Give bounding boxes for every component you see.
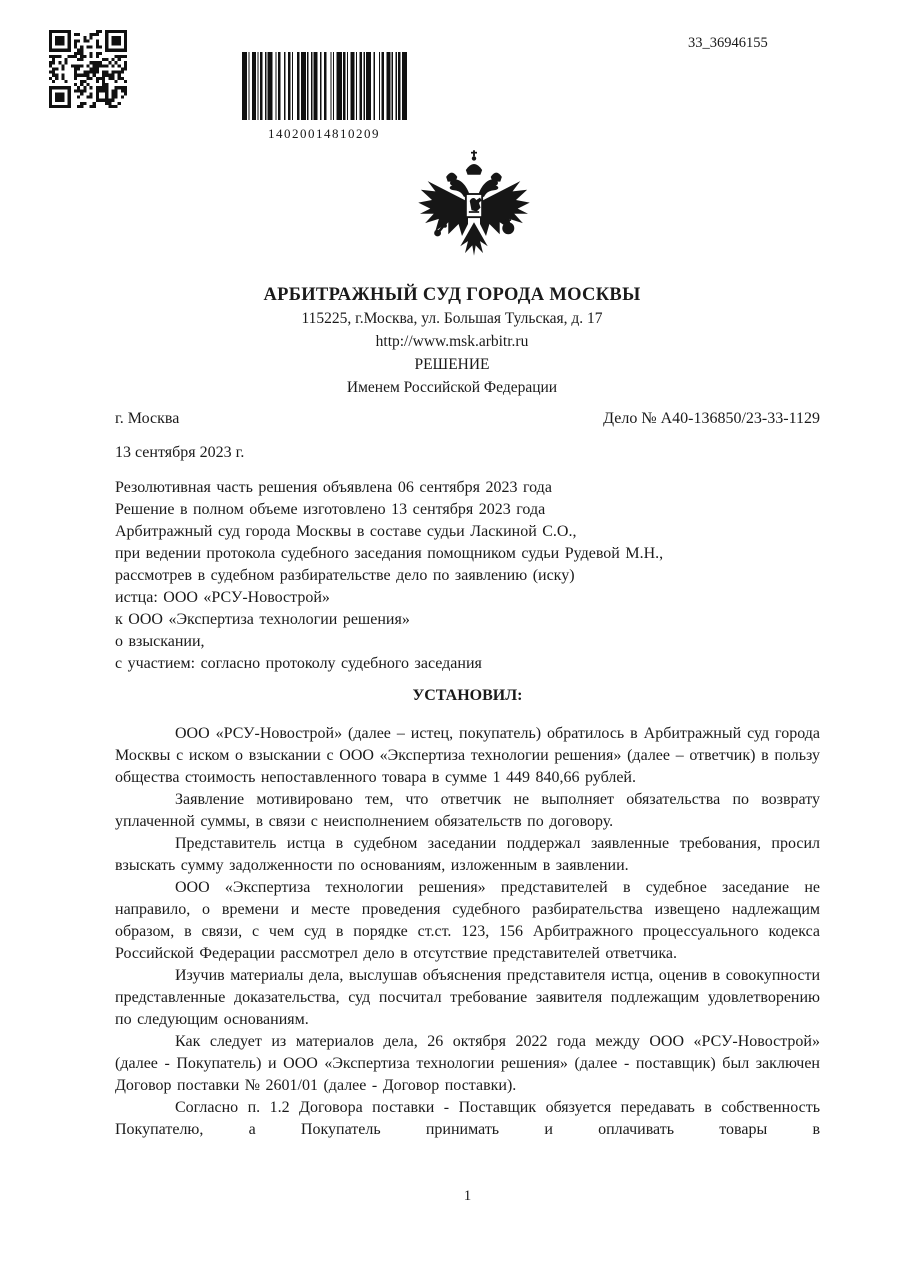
- city-label: г. Москва: [115, 410, 180, 427]
- ruling-paragraph: Изучив материалы дела, выслушав объяснения представителя истца, оценив в совокупности представленные доказательства, суд посчитал требование заявителя подлежащим удовлетворению по следующим основаниям.: [115, 967, 820, 1028]
- document-type: РЕШЕНИЕ: [414, 356, 490, 373]
- document-body: [115, 477, 820, 1141]
- intro-line: при ведении протокола судебного заседания помощником судьи Рудевой М.Н.,: [115, 545, 664, 562]
- decision-date: 13 сентября 2023 г.: [115, 444, 245, 461]
- document-id: 33_36946155: [688, 35, 768, 51]
- page-number: 1: [463, 1188, 472, 1204]
- document-subtitle: Именем Российской Федерации: [346, 379, 558, 396]
- intro-line: с участием: согласно протоколу судебного заседания: [115, 655, 482, 672]
- ruling-heading: УСТАНОВИЛ:: [412, 687, 523, 704]
- ruling-paragraph: Как следует из материалов дела, 26 октября 2022 года между ООО «РСУ-Новострой» (далее - Покупатель) и ООО «Экспертиза технологии решения» (далее - поставщик) был заключен Договор поставки № 2601/01 (далее - Договор поставки).: [115, 1033, 820, 1094]
- intro-line: Решение в полном объеме изготовлено 13 сентября 2023 года: [115, 501, 546, 518]
- intro-line: к ООО «Экспертиза технологии решения»: [115, 611, 410, 628]
- intro-block: [115, 477, 820, 675]
- court-address: 115225, г.Москва, ул. Большая Тульская, д. 17: [301, 310, 603, 327]
- ruling-paragraph: Представитель истца в судебном заседании поддержал заявленные требования, просил взыскать сумму задолженности по основаниям, изложенным в заявлении.: [115, 835, 820, 874]
- coat-of-arms-icon: [414, 150, 534, 267]
- qr-code-icon: [49, 30, 127, 113]
- ruling-paragraph: ООО «РСУ-Новострой» (далее – истец, покупатель) обратилось в Арбитражный суд города Москвы с иском о взыскании с ООО «Экспертиза технологии решения» (далее – ответчик) в пользу общества стоимость непоставленного товара в сумме 1 449 840,66 рублей.: [115, 725, 820, 786]
- intro-line: истца: ООО «РСУ-Новострой»: [115, 589, 330, 606]
- court-website: http://www.msk.arbitr.ru: [375, 333, 529, 350]
- barcode: [240, 52, 408, 142]
- ruling-paragraph: Согласно п. 1.2 Договора поставки - Поставщик обязуется передавать в собственность Покупателю, а Покупатель принимать и оплачивать товары в: [115, 1099, 820, 1138]
- intro-line: Арбитражный суд города Москвы в составе судьи Ласкиной С.О.,: [115, 523, 577, 540]
- ruling-paragraph: ООО «Экспертиза технологии решения» представителей в судебное заседание не направило, о времени и месте проведения судебного разбирательства извещено надлежащим образом, в связи, с чем суд в порядке ст.ст. 123, 156 Арбитражного процессуального кодекса Российской Федерации рассмотрел дело в отсутствие представителей ответчика.: [115, 879, 820, 962]
- court-name: АРБИТРАЖНЫЙ СУД ГОРОДА МОСКВЫ: [263, 285, 641, 305]
- intro-line: рассмотрев в судебном разбирательстве дело по заявлению (иску): [115, 567, 575, 584]
- intro-line: о взыскании,: [115, 633, 205, 650]
- case-line: [115, 410, 820, 428]
- case-number: Дело № А40-136850/23-33-1129: [603, 410, 820, 427]
- court-header: [0, 283, 904, 399]
- ruling-paragraph: Заявление мотивировано тем, что ответчик не выполняет обязательства по возврату уплаченной суммы, в связи с неисполнением обязательств по договору.: [115, 791, 820, 830]
- barcode-number: 14020014810209: [268, 126, 380, 141]
- intro-line: Резолютивная часть решения объявлена 06 сентября 2023 года: [115, 479, 552, 496]
- barcode-icon: [242, 52, 407, 120]
